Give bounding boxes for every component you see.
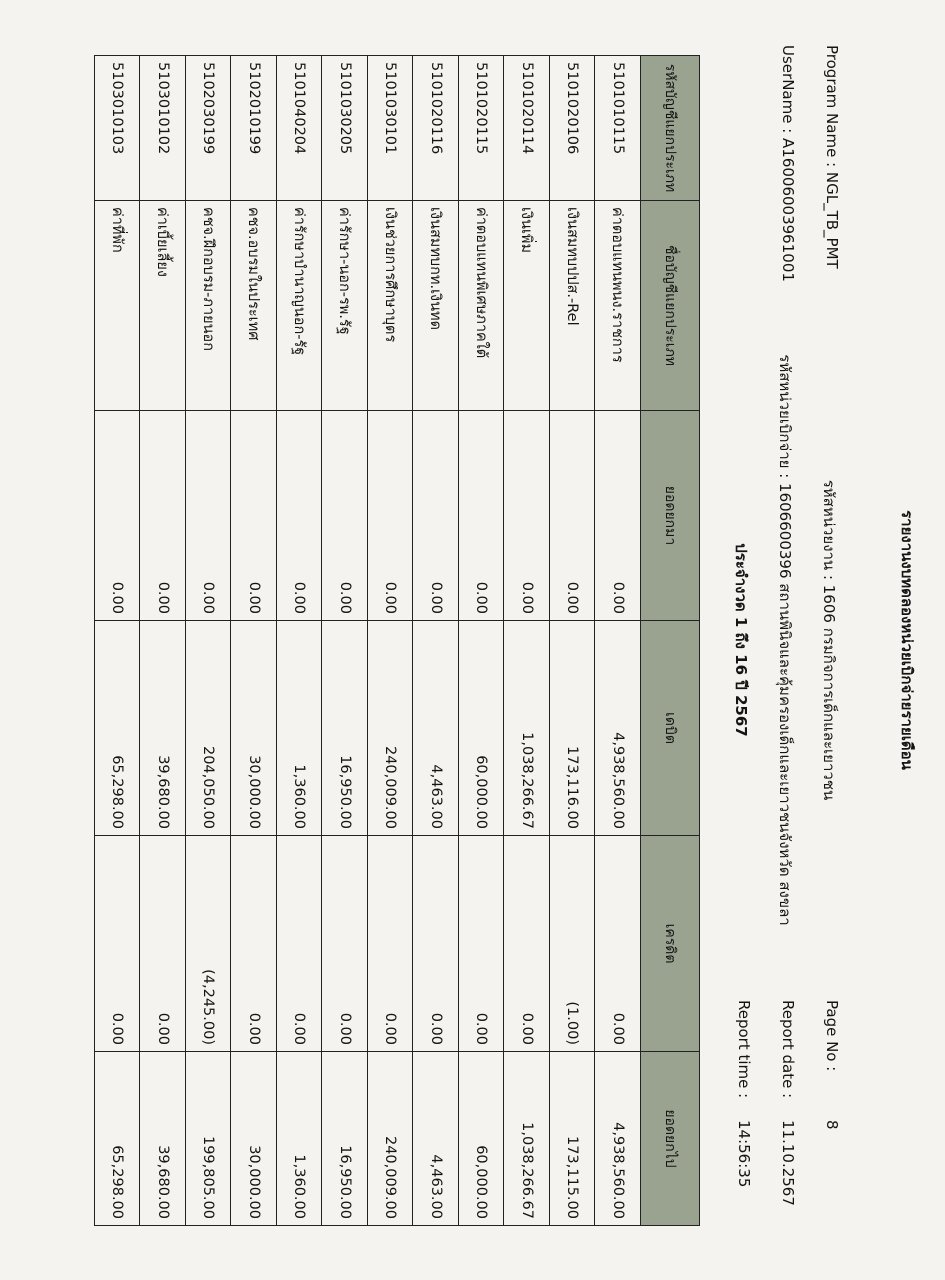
cell-carried-forward: 16,950.00	[322, 1052, 368, 1226]
cell-account-code: 5101020116	[413, 56, 459, 201]
cell-account-code: 5101020115	[459, 56, 505, 201]
disbursing-unit: รหัสหน่วยเบิกจ่าย : 1606600396 สถานพินิจและคุ้มครองเด็กและเยาวชนจังหวัด สงขลา	[776, 354, 794, 926]
cell-account-name: ค่าตอบแทนพิเศษภาคใต้	[459, 201, 505, 411]
cell-brought-forward: 0.00	[95, 411, 141, 621]
cell-carried-forward: 4,938,560.00	[595, 1052, 641, 1226]
table-row	[186, 56, 232, 1226]
cell-brought-forward: 0.00	[550, 411, 596, 621]
report-time-label: Report time :	[735, 1000, 753, 1099]
cell-account-name: เงินสมทบกท.เงินทด	[413, 201, 459, 411]
cell-credit: 0.00	[140, 836, 186, 1052]
page-no-value: 8	[823, 1120, 841, 1130]
report-period: ประจำงวด 1 ถึง 16 ปี 2567	[732, 543, 750, 737]
cell-credit: (1.00)	[550, 836, 596, 1052]
cell-carried-forward: 199,805.00	[186, 1052, 232, 1226]
table-row	[504, 56, 550, 1226]
user-name: UserName : A16006003961001	[779, 45, 797, 282]
header-account-name: ชื่อบัญชีแยกประเภท	[641, 201, 700, 411]
cell-debit: 1,038,266.67	[504, 621, 550, 836]
cell-account-code: 5101020114	[504, 56, 550, 201]
cell-debit: 60,000.00	[459, 621, 505, 836]
cell-account-name: เงินเพิ่ม	[504, 201, 550, 411]
cell-carried-forward: 30,000.00	[231, 1052, 277, 1226]
cell-account-code: 5102030199	[186, 56, 232, 201]
report-title: รายงานงบทดลองหน่วยเบิกจ่ายรายเดือน	[898, 510, 916, 770]
cell-brought-forward: 0.00	[186, 411, 232, 621]
cell-account-code: 5103010103	[95, 56, 141, 201]
cell-debit: 1,360.00	[277, 621, 323, 836]
cell-credit: 0.00	[231, 836, 277, 1052]
cell-account-name: คชจ.อบรมในประเทศ	[231, 201, 277, 411]
trial-balance-table	[94, 55, 700, 1226]
cell-credit: 0.00	[459, 836, 505, 1052]
table-header-row	[641, 56, 700, 1226]
cell-debit: 4,938,560.00	[595, 621, 641, 836]
cell-carried-forward: 39,680.00	[140, 1052, 186, 1226]
cell-brought-forward: 0.00	[231, 411, 277, 621]
cell-carried-forward: 60,000.00	[459, 1052, 505, 1226]
table-row	[95, 56, 141, 1226]
header-credit: เครดิต	[641, 836, 700, 1052]
cell-debit: 4,463.00	[413, 621, 459, 836]
header-debit: เดบิต	[641, 621, 700, 836]
cell-account-name: ค่ารักษา-นอก-รพ.รัฐ	[322, 201, 368, 411]
cell-debit: 30,000.00	[231, 621, 277, 836]
cell-credit: 0.00	[504, 836, 550, 1052]
cell-brought-forward: 0.00	[140, 411, 186, 621]
cell-account-code: 5101030101	[368, 56, 414, 201]
cell-debit: 39,680.00	[140, 621, 186, 836]
cell-account-name: ค่าตอบแทนพนง.ราชการ	[595, 201, 641, 411]
cell-debit: 240,009.00	[368, 621, 414, 836]
report-time-value: 14:56:35	[735, 1120, 753, 1188]
cell-account-code: 5101030205	[322, 56, 368, 201]
cell-credit: 0.00	[277, 836, 323, 1052]
cell-credit: 0.00	[368, 836, 414, 1052]
page-no-label: Page No :	[823, 1000, 841, 1072]
report-date-value: 11.10.2567	[779, 1120, 797, 1206]
cell-brought-forward: 0.00	[322, 411, 368, 621]
cell-carried-forward: 240,009.00	[368, 1052, 414, 1226]
cell-brought-forward: 0.00	[459, 411, 505, 621]
cell-carried-forward: 173,115.00	[550, 1052, 596, 1226]
cell-account-name: ค่าเบี้ยเลี้ยง	[140, 201, 186, 411]
table-row	[595, 56, 641, 1226]
cell-brought-forward: 0.00	[277, 411, 323, 621]
cell-brought-forward: 0.00	[504, 411, 550, 621]
cell-account-code: 5101040204	[277, 56, 323, 201]
header-carried-forward: ยอดยกไป	[641, 1052, 700, 1226]
header-account-code: รหัสบัญชีแยกประเภท	[641, 56, 700, 201]
cell-account-code: 5101010115	[595, 56, 641, 201]
agency-code: รหัสหน่วยงาน : 1606 กรมกิจการเด็กและเยาวชน	[820, 479, 838, 801]
cell-credit: 0.00	[413, 836, 459, 1052]
cell-account-name: เงินช่วยการศึกษาบุตร	[368, 201, 414, 411]
cell-debit: 65,298.00	[95, 621, 141, 836]
cell-debit: 173,116.00	[550, 621, 596, 836]
cell-carried-forward: 1,360.00	[277, 1052, 323, 1226]
cell-credit: 0.00	[95, 836, 141, 1052]
table-row	[368, 56, 414, 1226]
cell-carried-forward: 65,298.00	[95, 1052, 141, 1226]
table-row	[322, 56, 368, 1226]
cell-credit: (4,245.00)	[186, 836, 232, 1052]
cell-brought-forward: 0.00	[413, 411, 459, 621]
cell-brought-forward: 0.00	[595, 411, 641, 621]
cell-brought-forward: 0.00	[368, 411, 414, 621]
cell-credit: 0.00	[322, 836, 368, 1052]
table-row	[550, 56, 596, 1226]
cell-account-code: 5103010102	[140, 56, 186, 201]
cell-credit: 0.00	[595, 836, 641, 1052]
cell-carried-forward: 4,463.00	[413, 1052, 459, 1226]
cell-account-name: คชจ.ฝึกอบรม-ภายนอก	[186, 201, 232, 411]
cell-debit: 16,950.00	[322, 621, 368, 836]
table-row	[140, 56, 186, 1226]
cell-account-code: 5101020106	[550, 56, 596, 201]
cell-account-name: ค่ารักษาบำนาญนอก-รัฐ	[277, 201, 323, 411]
table-row	[459, 56, 505, 1226]
table-row	[231, 56, 277, 1226]
cell-account-name: เงินสมทบปปส.-Rel	[550, 201, 596, 411]
table-row	[413, 56, 459, 1226]
header-brought-forward: ยอดยกมา	[641, 411, 700, 621]
report-date-label: Report date :	[779, 1000, 797, 1099]
cell-account-code: 5102010199	[231, 56, 277, 201]
cell-account-name: ค่าที่พัก	[95, 201, 141, 411]
cell-carried-forward: 1,038,266.67	[504, 1052, 550, 1226]
cell-debit: 204,050.00	[186, 621, 232, 836]
table-row	[277, 56, 323, 1226]
program-name: Program Name : NGL_TB_PMT	[823, 45, 841, 269]
